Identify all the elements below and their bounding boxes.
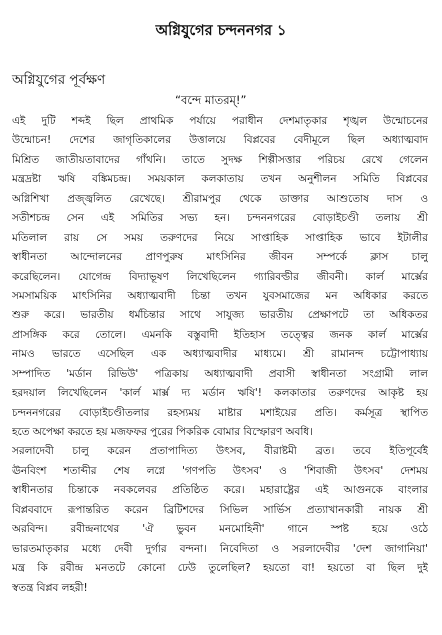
document-title: অগ্নিযুগের চন্দননগর ১ — [155, 23, 287, 39]
text-line: স্বতন্ত্র বিপ্লব লহরী! — [12, 581, 88, 594]
text-line: স্বাধীনতার চিন্তাকে নবকলেবর প্রতিষ্ঠিত করে। মহারাষ্ট্রের এই আগুনকে বাংলার — [12, 484, 428, 497]
text-line: শুরু করে। ভারতীয় ধর্মচিন্তার সাথে সাযুজ্য ভারতীয় প্রেক্ষাপটে তা অধিকতর — [12, 309, 428, 322]
text-line: সতীশচন্দ্র সেন এই সমিতির সভ্য হন। চন্দননগরের বোড়াইচণ্ডী তলায় শ্রী — [12, 212, 428, 225]
text-line: স্বাধীনতা আন্দোলনের প্রাণপুরুষ মাৎসিনির জীবন সম্পর্কে ক্লাস চালু — [12, 251, 428, 264]
text-line: সরলাদেবী চালু করেন প্রতাপাদিত্য উৎসব, বীরাষ্টমী ব্রত। তবে ইতিপূর্বেই — [12, 445, 428, 458]
text-line: চন্দননগরের বোড়াইচণ্ডীতলার রহস্যময় মাষ্টার মশাইয়ের প্রতি। কর্মসূত্র স্থাপিত — [12, 406, 428, 419]
text-line: সম্পাদিত 'মর্ডান রিভিউ' পত্রিকায় অধ্যাত্মবাদী প্রবাসী স্বাধীনতা সংগ্রামী লাল — [12, 367, 428, 380]
text-line: সমসাময়িক মাৎসিনির অধ্যাত্মবাদী চিন্তা তখন যুবসমাজের মন অধিকার করতে — [12, 289, 428, 302]
text-line: বিপ্লববাদে রূপান্তরিত করেন ব্রিটিশদের সিভিল সার্ভিস প্রত্যাখানকারী নায়ক শ্রী — [12, 503, 428, 516]
text-line: নামও ভারতে এসেছিল এক অধ্যাত্মবাদীর মাধ্যমে। শ্রী রামানন্দ চট্টোপাধ্যায় — [12, 348, 428, 361]
text-line: মতিলাল রায় সে সময় তরুণদের নিয়ে সাপ্তাহিক সাপ্তাহিক ভাবে ইটালীর — [12, 231, 428, 244]
text-line: হরদয়াল লিখেছিলেন 'কার্ল মার্ক্স দ্য মর্ডান ঋষি'! কলকাতার তরুণদের আকৃষ্ট হয় — [12, 387, 428, 400]
text-line: মিশ্রিত জাতীয়তাবাদের গাঁথনি। তাতে সুদক্ষ শিল্পীসত্তার পরিচয় রেখে গেলেন — [12, 153, 428, 166]
text-line: ঊনবিংশ শতাব্দীর শেষ লগ্নে 'গণপতি উৎসব' ও 'শিবাজী উৎসব' দেশময় — [12, 464, 428, 477]
quote-text: “বন্দে মাতরম্!” — [175, 93, 247, 107]
text-line: মন্ত্রদ্রষ্টা ঋষি বঙ্কিমচন্দ্র। সময়কাল কলকাতায় তখন অনুশীলন সমিতি বিপ্লবের — [12, 173, 428, 186]
text-line: অগ্নিশিখা প্রজ্জ্বলিত রেখেছে। শ্রীরামপুর থেকে ডাক্তার আশুতোষ দাস ও — [12, 192, 428, 205]
text-line: করেছিলেন। যোগেন্দ্র বিদ্যাভূষণ লিখেছিলেন গ্যারিবল্ডীর জীবনী। কার্ল মার্ক্সের — [12, 270, 428, 283]
section-heading: অগ্নিযুগের পূর্বক্ষণ — [12, 72, 106, 88]
text-line: অরবিন্দ। রবীন্দ্রনাথের 'ঐ ভুবন মনমোহিনী' গানে স্পষ্ট হয়ে ওঠে — [12, 523, 428, 536]
text-line: ভারতমাতৃকার মধ্যে দেবী দুর্গার বন্দনা। নিবেদিতা ও সরলাদেবীর 'দেশ জাগানিয়া' — [12, 542, 428, 555]
text-line: মন্ত্র কি রবীন্দ্র মনতটে কোনো ঢেউ তুলেছিল? হয়তো বা! হয়তো বা ছিল দুই — [12, 562, 428, 575]
text-line: প্রাসঙ্গিক করে তোলে। এমনকি বস্তুবাদী ইতিহাস তত্ত্বের জনক কার্ল মার্ক্সের — [12, 328, 428, 341]
text-line: উন্মোচন! দেশের জাগৃতিকালের উত্তালয়ে বিপ্লবের বেদীমূলে ছিল অধ্যাত্মবাদ — [12, 134, 428, 147]
text-line: এই দুটি শব্দই ছিল প্রাথমিক পর্যায়ে পরাধীন দেশমাতৃকার শৃঙ্খল উন্মোচনের — [12, 115, 428, 127]
text-line: হতে অপেক্ষা করতে হয় মজফফর পুরের পিকরিক বোমার বিস্ফোরণ অবধি। — [12, 426, 313, 438]
body-paragraph — [12, 112, 428, 598]
